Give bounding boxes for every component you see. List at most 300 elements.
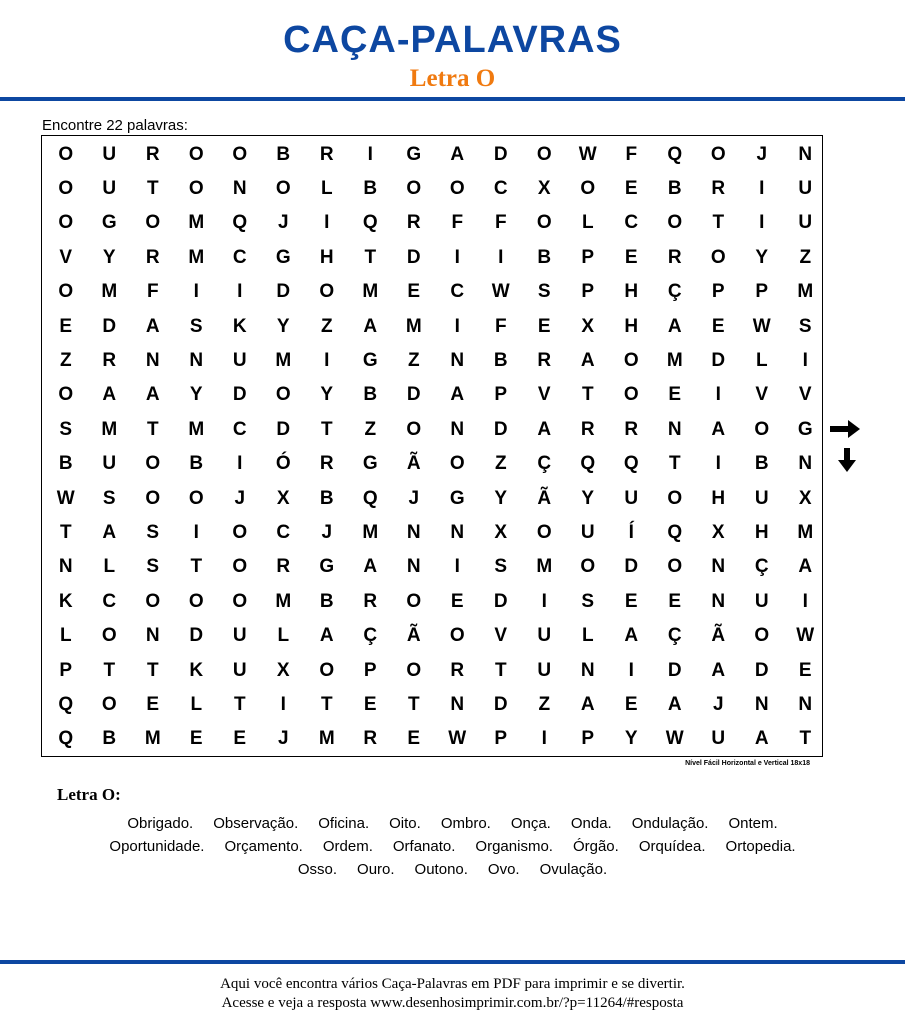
grid-cell[interactable]: L	[59, 625, 72, 647]
grid-cell[interactable]: S	[798, 315, 812, 337]
grid-cell[interactable]: R	[711, 178, 726, 200]
grid-cell[interactable]: Y	[102, 246, 116, 268]
grid-cell[interactable]: A	[754, 728, 769, 750]
grid-cell[interactable]: K	[58, 590, 73, 612]
grid-cell[interactable]: S	[537, 281, 551, 303]
grid-cell[interactable]: S	[59, 418, 73, 440]
grid-cell[interactable]: Y	[755, 246, 769, 268]
grid-cell[interactable]: K	[232, 315, 247, 337]
grid-cell[interactable]: M	[536, 556, 553, 578]
grid-cell[interactable]: X	[494, 521, 508, 543]
grid-cell[interactable]: P	[581, 246, 595, 268]
grid-cell[interactable]: N	[798, 453, 813, 475]
grid-cell[interactable]: A	[319, 625, 334, 647]
grid-cell[interactable]: O	[275, 384, 291, 406]
grid-cell[interactable]: X	[581, 315, 595, 337]
grid-cell[interactable]: A	[711, 659, 726, 681]
grid-cell[interactable]: U	[102, 453, 117, 475]
grid-cell[interactable]: A	[363, 556, 378, 578]
grid-cell[interactable]: Q	[623, 453, 639, 475]
grid-cell[interactable]: U	[754, 487, 769, 509]
grid-cell[interactable]: Y	[189, 384, 203, 406]
grid-cell[interactable]: G	[362, 350, 378, 372]
grid-cell[interactable]: T	[233, 693, 246, 715]
grid-cell[interactable]: I	[802, 350, 808, 372]
grid-cell[interactable]: T	[103, 659, 116, 681]
grid-cell[interactable]: D	[189, 625, 204, 647]
grid-cell[interactable]: N	[711, 590, 726, 612]
grid-cell[interactable]: O	[58, 143, 74, 165]
grid-cell[interactable]: Q	[232, 212, 248, 234]
grid-cell[interactable]: U	[624, 487, 639, 509]
grid-cell[interactable]: O	[449, 453, 465, 475]
grid-cell[interactable]: F	[146, 281, 159, 303]
grid-cell[interactable]: J	[321, 521, 333, 543]
grid-cell[interactable]: Ã	[537, 487, 552, 509]
grid-cell[interactable]: D	[667, 659, 682, 681]
grid-cell[interactable]: N	[145, 350, 160, 372]
grid-cell[interactable]: U	[232, 659, 247, 681]
grid-cell[interactable]: B	[493, 350, 508, 372]
grid-cell[interactable]: S	[581, 590, 595, 612]
grid-cell[interactable]: O	[536, 143, 552, 165]
grid-cell[interactable]: S	[146, 521, 160, 543]
grid-cell[interactable]: B	[58, 453, 73, 475]
grid-cell[interactable]: Ã	[711, 625, 726, 647]
grid-cell[interactable]: A	[363, 315, 378, 337]
grid-cell[interactable]: I	[280, 693, 286, 715]
grid-cell[interactable]: G	[449, 487, 465, 509]
grid-cell[interactable]: R	[667, 246, 682, 268]
grid-cell[interactable]: C	[102, 590, 117, 612]
grid-cell[interactable]: J	[712, 693, 724, 715]
grid-cell[interactable]: H	[624, 315, 639, 337]
grid-cell[interactable]: H	[754, 521, 769, 543]
grid-cell[interactable]: A	[102, 384, 117, 406]
grid-cell[interactable]: L	[190, 693, 203, 715]
grid-cell[interactable]: N	[711, 556, 726, 578]
grid-cell[interactable]: E	[668, 384, 682, 406]
grid-cell[interactable]: L	[581, 625, 594, 647]
grid-cell[interactable]: M	[362, 521, 379, 543]
grid-cell[interactable]: T	[59, 521, 72, 543]
grid-cell[interactable]: O	[667, 556, 683, 578]
grid-cell[interactable]: T	[146, 659, 159, 681]
grid-cell[interactable]: O	[710, 143, 726, 165]
grid-cell[interactable]: O	[667, 487, 683, 509]
grid-cell[interactable]: W	[752, 315, 771, 337]
grid-cell[interactable]: D	[406, 246, 421, 268]
grid-cell[interactable]: M	[405, 315, 422, 337]
grid-cell[interactable]: M	[275, 350, 292, 372]
grid-cell[interactable]: N	[450, 693, 465, 715]
grid-cell[interactable]: R	[450, 659, 465, 681]
grid-cell[interactable]: Q	[580, 453, 596, 475]
grid-cell[interactable]: M	[666, 350, 683, 372]
grid-cell[interactable]: J	[277, 212, 289, 234]
grid-cell[interactable]: Y	[320, 384, 334, 406]
grid-cell[interactable]: T	[364, 246, 377, 268]
grid-cell[interactable]: Ç	[537, 453, 552, 475]
grid-cell[interactable]: S	[102, 487, 116, 509]
grid-cell[interactable]: I	[715, 453, 721, 475]
grid-cell[interactable]: Ç	[667, 625, 682, 647]
grid-cell[interactable]: I	[715, 384, 721, 406]
grid-cell[interactable]: D	[493, 143, 508, 165]
grid-cell[interactable]: I	[541, 728, 547, 750]
grid-cell[interactable]: B	[363, 384, 378, 406]
grid-cell[interactable]: X	[711, 521, 725, 543]
grid-cell[interactable]: T	[146, 178, 159, 200]
grid-cell[interactable]: I	[454, 315, 460, 337]
grid-cell[interactable]: N	[406, 556, 421, 578]
grid-cell[interactable]: F	[451, 212, 464, 234]
grid-cell[interactable]: P	[494, 384, 508, 406]
grid-cell[interactable]: F	[494, 315, 507, 337]
grid-cell[interactable]: I	[193, 521, 199, 543]
grid-cell[interactable]: T	[668, 453, 681, 475]
grid-cell[interactable]: R	[102, 350, 117, 372]
grid-cell[interactable]: W	[56, 487, 75, 509]
grid-cell[interactable]: O	[623, 350, 639, 372]
grid-cell[interactable]: U	[102, 178, 117, 200]
grid-cell[interactable]: N	[232, 178, 247, 200]
grid-cell[interactable]: Q	[58, 693, 74, 715]
grid-cell[interactable]: I	[237, 281, 243, 303]
grid-cell[interactable]: R	[537, 350, 552, 372]
grid-cell[interactable]: K	[189, 659, 204, 681]
grid-cell[interactable]: Ó	[275, 453, 291, 475]
grid-cell[interactable]: M	[275, 590, 292, 612]
grid-cell[interactable]: D	[493, 418, 508, 440]
grid-cell[interactable]: E	[59, 315, 73, 337]
grid-cell[interactable]: Ã	[406, 453, 421, 475]
grid-cell[interactable]: V	[798, 384, 812, 406]
grid-cell[interactable]: L	[320, 178, 333, 200]
grid-cell[interactable]: N	[145, 625, 160, 647]
grid-cell[interactable]: Q	[362, 212, 378, 234]
grid-cell[interactable]: O	[406, 418, 422, 440]
grid-cell[interactable]: D	[276, 418, 291, 440]
grid-cell[interactable]: T	[581, 384, 594, 406]
grid-cell[interactable]: Z	[494, 453, 507, 475]
grid-cell[interactable]: O	[710, 246, 726, 268]
grid-cell[interactable]: B	[319, 590, 334, 612]
grid-cell[interactable]: S	[189, 315, 203, 337]
grid-cell[interactable]: A	[798, 556, 813, 578]
grid-cell[interactable]: V	[537, 384, 551, 406]
grid-cell[interactable]: A	[667, 693, 682, 715]
grid-cell[interactable]: E	[711, 315, 725, 337]
grid-cell[interactable]: E	[450, 590, 464, 612]
grid-cell[interactable]: H	[624, 281, 639, 303]
grid-cell[interactable]: Ç	[667, 281, 682, 303]
grid-cell[interactable]: R	[363, 728, 378, 750]
grid-cell[interactable]: O	[101, 693, 117, 715]
grid-cell[interactable]: O	[449, 178, 465, 200]
grid-cell[interactable]: D	[232, 384, 247, 406]
grid-cell[interactable]: B	[319, 487, 334, 509]
grid-cell[interactable]: B	[189, 453, 204, 475]
grid-cell[interactable]: M	[188, 418, 205, 440]
grid-cell[interactable]: M	[101, 281, 118, 303]
grid-cell[interactable]: H	[319, 246, 334, 268]
grid-cell[interactable]: O	[58, 384, 74, 406]
grid-cell[interactable]: M	[362, 281, 379, 303]
grid-cell[interactable]: L	[103, 556, 116, 578]
grid-cell[interactable]: V	[494, 625, 508, 647]
grid-cell[interactable]: Z	[799, 246, 812, 268]
grid-cell[interactable]: O	[319, 281, 335, 303]
grid-cell[interactable]: E	[189, 728, 203, 750]
grid-cell[interactable]: B	[276, 143, 291, 165]
grid-cell[interactable]: Q	[667, 521, 683, 543]
grid-cell[interactable]: D	[754, 659, 769, 681]
grid-cell[interactable]: J	[756, 143, 768, 165]
grid-cell[interactable]: E	[146, 693, 160, 715]
grid-cell[interactable]: F	[625, 143, 638, 165]
grid-cell[interactable]: A	[711, 418, 726, 440]
grid-cell[interactable]: R	[276, 556, 291, 578]
grid-cell[interactable]: N	[189, 350, 204, 372]
grid-cell[interactable]: N	[406, 521, 421, 543]
grid-cell[interactable]: I	[193, 281, 199, 303]
grid-cell[interactable]: G	[406, 143, 422, 165]
grid-cell[interactable]: Z	[59, 350, 72, 372]
grid-cell[interactable]: M	[101, 418, 118, 440]
grid-cell[interactable]: O	[188, 178, 204, 200]
grid-cell[interactable]: U	[711, 728, 726, 750]
grid-cell[interactable]: B	[537, 246, 552, 268]
grid-cell[interactable]: U	[232, 350, 247, 372]
grid-cell[interactable]: Q	[58, 728, 74, 750]
grid-cell[interactable]: I	[237, 453, 243, 475]
grid-cell[interactable]: B	[363, 178, 378, 200]
grid-cell[interactable]: D	[711, 350, 726, 372]
grid-cell[interactable]: D	[406, 384, 421, 406]
grid-cell[interactable]: O	[406, 659, 422, 681]
grid-cell[interactable]: U	[102, 143, 117, 165]
grid-cell[interactable]: E	[233, 728, 247, 750]
grid-cell[interactable]: T	[320, 693, 333, 715]
grid-cell[interactable]: I	[802, 590, 808, 612]
grid-cell[interactable]: I	[454, 556, 460, 578]
grid-cell[interactable]: I	[759, 212, 765, 234]
grid-cell[interactable]: A	[537, 418, 552, 440]
grid-cell[interactable]: A	[667, 315, 682, 337]
grid-cell[interactable]: U	[537, 659, 552, 681]
grid-cell[interactable]: U	[580, 521, 595, 543]
grid-cell[interactable]: A	[450, 384, 465, 406]
grid-cell[interactable]: I	[498, 246, 504, 268]
grid-cell[interactable]: R	[319, 143, 334, 165]
grid-cell[interactable]: O	[536, 212, 552, 234]
grid-cell[interactable]: W	[796, 625, 815, 647]
grid-cell[interactable]: P	[494, 728, 508, 750]
grid-cell[interactable]: T	[146, 418, 159, 440]
grid-cell[interactable]: I	[541, 590, 547, 612]
grid-cell[interactable]: Í	[628, 521, 634, 543]
grid-cell[interactable]: E	[624, 693, 638, 715]
grid-cell[interactable]: E	[407, 281, 421, 303]
grid-cell[interactable]: B	[667, 178, 682, 200]
grid-cell[interactable]: C	[232, 246, 247, 268]
grid-cell[interactable]: O	[145, 590, 161, 612]
grid-cell[interactable]: O	[145, 487, 161, 509]
grid-cell[interactable]: I	[324, 350, 330, 372]
grid-cell[interactable]: X	[537, 178, 551, 200]
grid-cell[interactable]: T	[712, 212, 725, 234]
grid-cell[interactable]: R	[580, 418, 595, 440]
grid-cell[interactable]: M	[188, 212, 205, 234]
grid-cell[interactable]: J	[234, 487, 246, 509]
grid-cell[interactable]: P	[711, 281, 725, 303]
grid-cell[interactable]: N	[580, 659, 595, 681]
grid-cell[interactable]: D	[624, 556, 639, 578]
grid-cell[interactable]: Y	[624, 728, 638, 750]
grid-cell[interactable]: T	[494, 659, 507, 681]
grid-cell[interactable]: E	[798, 659, 812, 681]
grid-cell[interactable]: I	[454, 246, 460, 268]
grid-cell[interactable]: E	[407, 728, 421, 750]
grid-cell[interactable]: T	[407, 693, 420, 715]
grid-cell[interactable]: O	[449, 625, 465, 647]
grid-cell[interactable]: V	[59, 246, 73, 268]
grid-cell[interactable]: O	[145, 453, 161, 475]
grid-cell[interactable]: U	[798, 178, 813, 200]
grid-cell[interactable]: N	[450, 521, 465, 543]
grid-cell[interactable]: L	[755, 350, 768, 372]
grid-cell[interactable]: A	[145, 315, 160, 337]
grid-cell[interactable]: Ç	[363, 625, 378, 647]
grid-cell[interactable]: L	[581, 212, 594, 234]
grid-cell[interactable]: N	[667, 418, 682, 440]
grid-cell[interactable]: O	[232, 521, 248, 543]
grid-cell[interactable]: C	[276, 521, 291, 543]
grid-cell[interactable]: N	[798, 143, 813, 165]
grid-cell[interactable]: Z	[364, 418, 377, 440]
grid-cell[interactable]: G	[362, 453, 378, 475]
grid-cell[interactable]: D	[493, 693, 508, 715]
grid-cell[interactable]: M	[144, 728, 161, 750]
grid-cell[interactable]: G	[797, 418, 813, 440]
grid-cell[interactable]: D	[276, 281, 291, 303]
grid-cell[interactable]: M	[188, 246, 205, 268]
grid-cell[interactable]: W	[491, 281, 510, 303]
grid-cell[interactable]: R	[363, 590, 378, 612]
grid-cell[interactable]: O	[232, 143, 248, 165]
grid-cell[interactable]: A	[102, 521, 117, 543]
grid-cell[interactable]: U	[798, 212, 813, 234]
grid-cell[interactable]: A	[580, 693, 595, 715]
grid-cell[interactable]: Z	[538, 693, 551, 715]
grid-cell[interactable]: C	[450, 281, 465, 303]
grid-cell[interactable]: T	[320, 418, 333, 440]
grid-cell[interactable]: G	[275, 246, 291, 268]
grid-cell[interactable]: R	[319, 453, 334, 475]
grid-cell[interactable]: A	[624, 625, 639, 647]
grid-cell[interactable]: C	[624, 212, 639, 234]
grid-cell[interactable]: Z	[320, 315, 333, 337]
grid-cell[interactable]: H	[711, 487, 726, 509]
grid-cell[interactable]: I	[759, 178, 765, 200]
grid-cell[interactable]: C	[493, 178, 508, 200]
grid-cell[interactable]: Y	[581, 487, 595, 509]
grid-cell[interactable]: Q	[362, 487, 378, 509]
grid-cell[interactable]: Y	[276, 315, 290, 337]
grid-cell[interactable]: X	[276, 659, 290, 681]
grid-cell[interactable]: S	[146, 556, 160, 578]
grid-cell[interactable]: U	[537, 625, 552, 647]
grid-cell[interactable]: O	[58, 281, 74, 303]
grid-cell[interactable]: A	[450, 143, 465, 165]
grid-cell[interactable]: T	[190, 556, 203, 578]
grid-cell[interactable]: M	[797, 521, 814, 543]
grid-cell[interactable]: U	[232, 625, 247, 647]
grid-cell[interactable]: O	[667, 212, 683, 234]
grid-cell[interactable]: O	[319, 659, 335, 681]
grid-cell[interactable]: O	[101, 625, 117, 647]
grid-cell[interactable]: I	[628, 659, 634, 681]
grid-cell[interactable]: E	[624, 246, 638, 268]
grid-cell[interactable]: L	[277, 625, 290, 647]
grid-cell[interactable]: I	[367, 143, 373, 165]
grid-cell[interactable]: W	[665, 728, 684, 750]
grid-cell[interactable]: G	[319, 556, 335, 578]
grid-cell[interactable]: E	[363, 693, 377, 715]
grid-cell[interactable]: O	[406, 590, 422, 612]
grid-cell[interactable]: P	[581, 281, 595, 303]
grid-cell[interactable]: W	[448, 728, 467, 750]
grid-cell[interactable]: I	[324, 212, 330, 234]
grid-cell[interactable]: D	[102, 315, 117, 337]
grid-cell[interactable]: F	[494, 212, 507, 234]
grid-cell[interactable]: P	[363, 659, 377, 681]
grid-cell[interactable]: S	[494, 556, 508, 578]
grid-cell[interactable]: Ã	[406, 625, 421, 647]
grid-cell[interactable]: O	[58, 212, 74, 234]
grid-cell[interactable]: R	[624, 418, 639, 440]
grid-cell[interactable]: Ç	[754, 556, 769, 578]
grid-cell[interactable]: Q	[667, 143, 683, 165]
grid-cell[interactable]: T	[799, 728, 812, 750]
grid-cell[interactable]: E	[668, 590, 682, 612]
grid-cell[interactable]: E	[624, 178, 638, 200]
grid-cell[interactable]: P	[59, 659, 73, 681]
grid-cell[interactable]: V	[755, 384, 769, 406]
grid-cell[interactable]: W	[578, 143, 597, 165]
grid-cell[interactable]: O	[580, 178, 596, 200]
grid-cell[interactable]: J	[408, 487, 420, 509]
grid-cell[interactable]: M	[797, 281, 814, 303]
grid-cell[interactable]: B	[754, 453, 769, 475]
grid-cell[interactable]: O	[232, 590, 248, 612]
grid-cell[interactable]: O	[275, 178, 291, 200]
grid-cell[interactable]: O	[188, 590, 204, 612]
grid-cell[interactable]: P	[755, 281, 769, 303]
grid-cell[interactable]: O	[188, 487, 204, 509]
grid-cell[interactable]: O	[58, 178, 74, 200]
grid-cell[interactable]: O	[536, 521, 552, 543]
grid-cell[interactable]: O	[406, 178, 422, 200]
grid-cell[interactable]: B	[102, 728, 117, 750]
grid-cell[interactable]: O	[145, 212, 161, 234]
grid-cell[interactable]: J	[277, 728, 289, 750]
grid-cell[interactable]: O	[754, 418, 770, 440]
grid-cell[interactable]: D	[493, 590, 508, 612]
grid-cell[interactable]: N	[450, 418, 465, 440]
grid-cell[interactable]: R	[145, 246, 160, 268]
